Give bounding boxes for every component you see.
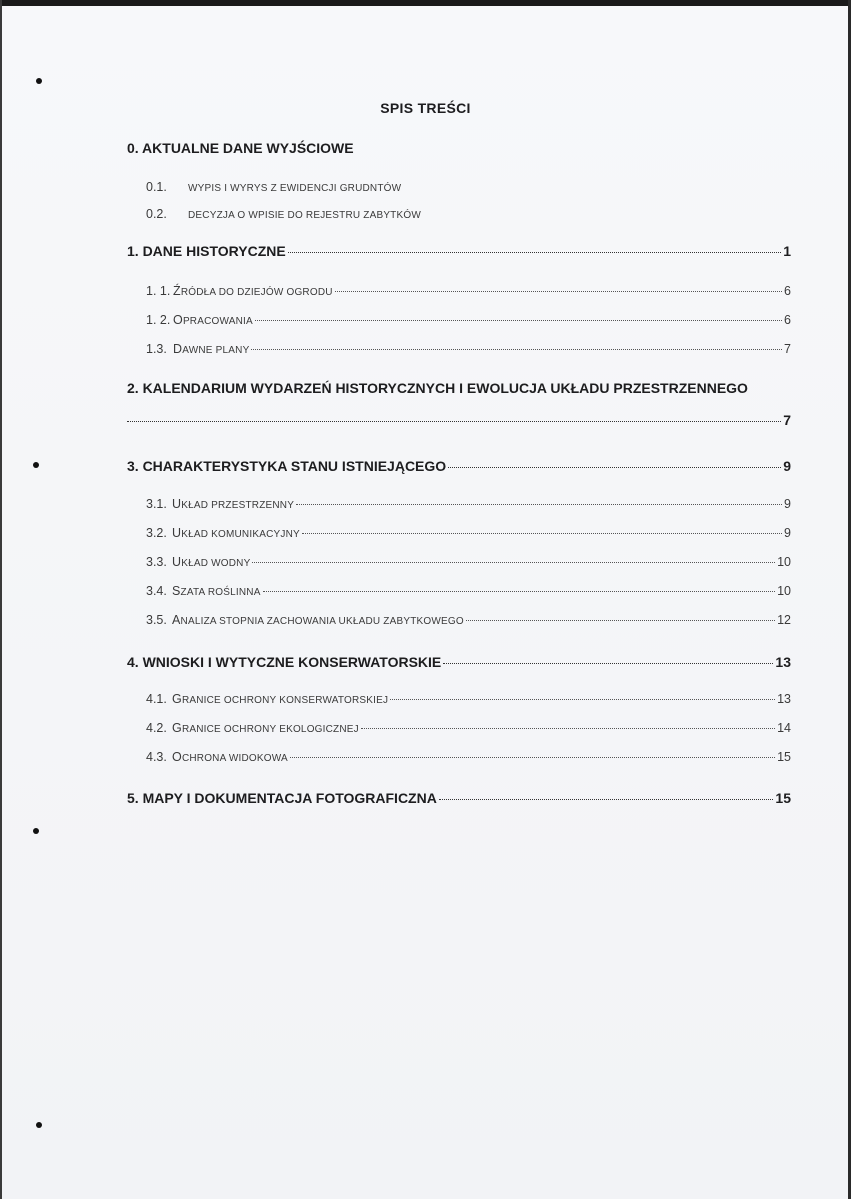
toc-item-number: 3.2.: [146, 526, 167, 540]
toc-item-initial: D: [173, 342, 183, 356]
toc-section-1[interactable]: [127, 243, 791, 259]
toc-item-label: NALIZA STOPNIA ZACHOWANIA UKŁADU ZABYTKOWEGO: [180, 616, 464, 627]
punch-hole-2: [33, 462, 39, 468]
dot-leader: [127, 421, 781, 422]
dot-leader: [263, 591, 776, 592]
toc-page-number: 9: [784, 526, 791, 540]
toc-item-number: 0.1.: [146, 180, 167, 194]
toc-page-number: 13: [777, 692, 791, 706]
toc-item-number: 4.1.: [146, 692, 167, 706]
toc-page-number: 12: [777, 613, 791, 627]
scan-edge-top: [0, 0, 851, 6]
toc-section-2[interactable]: [127, 412, 791, 428]
toc-item-3-2[interactable]: [146, 526, 791, 540]
toc-item-label: RANICE OCHRONY KONSERWATORSKIEJ: [181, 695, 389, 706]
dot-leader: [335, 291, 782, 292]
toc-item-3-3[interactable]: [146, 555, 791, 569]
dot-leader: [448, 467, 781, 468]
toc-section-5[interactable]: [127, 790, 791, 806]
scan-edge-left: [0, 0, 2, 1199]
dot-leader: [255, 320, 782, 321]
toc-item-label: DECYZJA O WPISIE DO REJESTRU ZABYTKÓW: [188, 210, 421, 221]
toc-item-initial: O: [172, 750, 182, 764]
toc-item-number: 1. 1.: [146, 284, 171, 298]
toc-page-number: 15: [775, 790, 791, 806]
dot-leader: [290, 757, 775, 758]
toc-item-label: PRACOWANIA: [182, 316, 253, 327]
toc-item-number: 3.4.: [146, 584, 167, 598]
toc-item-number: 0.2.: [146, 207, 167, 221]
toc-item-label: KŁAD WODNY: [181, 558, 251, 569]
toc-item-initial: O: [173, 313, 183, 327]
toc-item-number: 1.3.: [146, 342, 167, 356]
toc-page-number: 14: [777, 721, 791, 735]
toc-item-initial: U: [172, 555, 182, 569]
toc-item-number: 3.3.: [146, 555, 167, 569]
toc-section-1-heading: 1. DANE HISTORYCZNE: [127, 243, 286, 259]
toc-item-label: RANICE OCHRONY EKOLOGICZNEJ: [181, 724, 359, 735]
toc-item-label: CHRONA WIDOKOWA: [181, 753, 288, 764]
punch-hole-3: [33, 828, 39, 834]
dot-leader: [361, 728, 775, 729]
toc-page-number: 6: [784, 313, 791, 327]
toc-item-4-3[interactable]: [146, 750, 791, 764]
toc-page-number: 13: [775, 654, 791, 670]
toc-page-number: 6: [784, 284, 791, 298]
dot-leader: [302, 533, 782, 534]
toc-page-number: 1: [783, 243, 791, 259]
toc-page-number: 9: [783, 458, 791, 474]
toc-page-number: 7: [783, 412, 791, 428]
toc-page-number: 10: [777, 555, 791, 569]
toc-title: SPIS TREŚCI: [380, 100, 471, 116]
toc-item-4-2[interactable]: [146, 721, 791, 735]
toc-item-initial: U: [172, 497, 182, 511]
toc-page-number: 15: [777, 750, 791, 764]
toc-item-label: RÓDŁA DO DZIEJÓW OGRODU: [180, 287, 333, 298]
toc-item-1-1[interactable]: [146, 284, 791, 298]
punch-hole-1: [36, 78, 42, 84]
toc-section-3[interactable]: [127, 458, 791, 474]
punch-hole-4: [36, 1122, 42, 1128]
toc-item-label: ZATA ROŚLINNA: [180, 587, 261, 598]
dot-leader: [390, 699, 775, 700]
toc-item-number: 3.5.: [146, 613, 167, 627]
dot-leader: [251, 349, 782, 350]
dot-leader: [296, 504, 782, 505]
toc-item-3-4[interactable]: [146, 584, 791, 598]
toc-item-initial: G: [172, 721, 182, 735]
dot-leader: [252, 562, 775, 563]
toc-item-initial: Ź: [173, 284, 181, 298]
toc-item-number: 4.3.: [146, 750, 167, 764]
toc-item-label: AWNE PLANY: [182, 345, 250, 356]
toc-item-label: WYPIS I WYRYS Z EWIDENCJI GRUDNTÓW: [188, 183, 402, 194]
toc-item-number: 1. 2.: [146, 313, 171, 327]
dot-leader: [443, 663, 773, 664]
toc-section-4[interactable]: [127, 654, 791, 670]
toc-item-3-1[interactable]: [146, 497, 791, 511]
toc-section-0[interactable]: [127, 140, 354, 156]
toc-section-4-heading: 4. WNIOSKI I WYTYCZNE KONSERWATORSKIE: [127, 654, 442, 670]
toc-item-initial: G: [172, 692, 182, 706]
toc-item-1-2[interactable]: [146, 313, 791, 327]
toc-item-1-3[interactable]: [146, 342, 791, 356]
toc-section-0-heading: 0. AKTUALNE DANE WYJŚCIOWE: [127, 140, 354, 156]
toc-page-number: 9: [784, 497, 791, 511]
toc-page-number: 10: [777, 584, 791, 598]
toc-section-3-heading: 3. CHARAKTERYSTYKA STANU ISTNIEJĄCEGO: [127, 458, 447, 474]
toc-item-4-1[interactable]: [146, 692, 791, 706]
toc-item-3-5[interactable]: [146, 613, 791, 627]
dot-leader: [288, 252, 782, 253]
toc-item-number: 4.2.: [146, 721, 167, 735]
toc-item-0-1[interactable]: [146, 180, 401, 194]
dot-leader: [439, 799, 774, 800]
toc-item-number: 3.1.: [146, 497, 167, 511]
toc-item-initial: A: [172, 613, 181, 627]
toc-item-label: KŁAD PRZESTRZENNY: [181, 500, 295, 511]
toc-item-label: KŁAD KOMUNIKACYJNY: [181, 529, 300, 540]
dot-leader: [466, 620, 775, 621]
toc-page-number: 7: [784, 342, 791, 356]
toc-item-initial: S: [172, 584, 181, 598]
toc-item-0-2[interactable]: [146, 207, 421, 221]
toc-section-5-heading: 5. MAPY I DOKUMENTACJA FOTOGRAFICZNA: [127, 790, 437, 806]
toc-section-2-heading[interactable]: 2. KALENDARIUM WYDARZEŃ HISTORYCZNYCH I EWOLUCJA UKŁADU PRZESTRZENNEGO: [127, 380, 748, 396]
toc-item-initial: U: [172, 526, 182, 540]
